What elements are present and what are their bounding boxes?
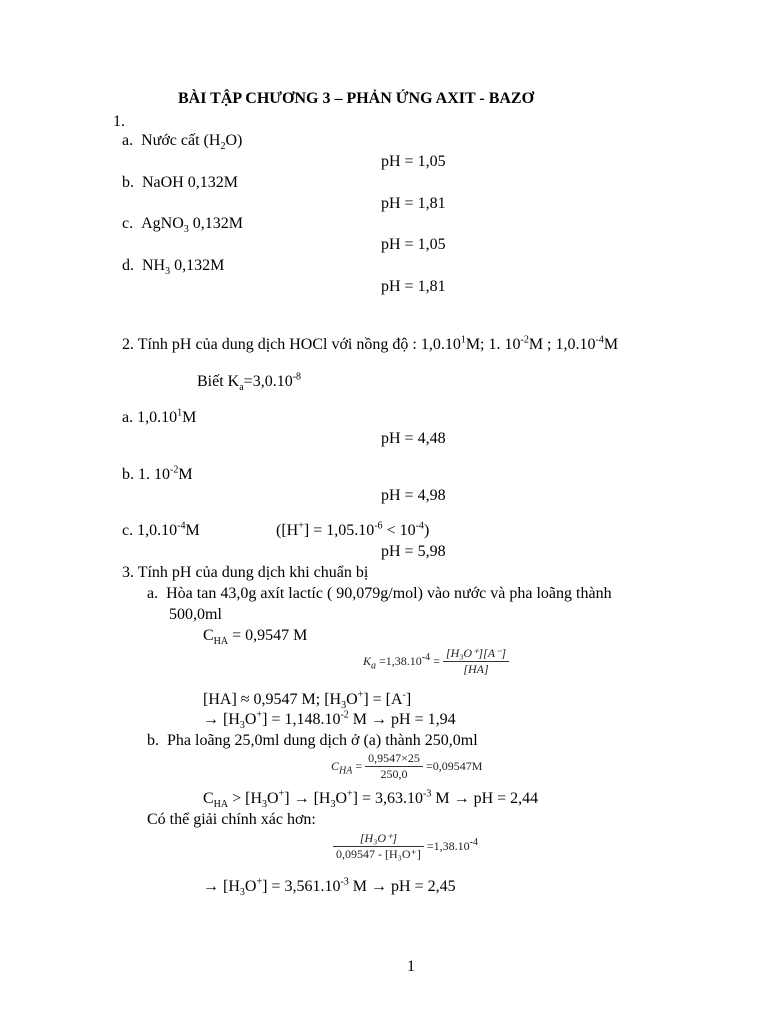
exact-denominator: 0,09547 - [H₃O⁺] [336, 847, 421, 861]
q2-given-sub: a [239, 382, 244, 394]
q2-question-text-b: M; 1. 10 [465, 336, 521, 353]
q3-b-line1 [203, 789, 538, 809]
q3-final-sup: + [256, 876, 263, 888]
q3-cha [203, 626, 307, 646]
q1-item-c-answer: pH = 1,05 [381, 236, 446, 253]
q2-given-text-b: =3,0.10 [243, 373, 293, 390]
ka-exp: -4 [421, 652, 431, 663]
q1-item-d-tail: 0,132M [170, 257, 225, 274]
exact-equation [333, 831, 478, 862]
exact-numerator: [H₃O⁺] [333, 831, 424, 847]
q3-ha-sup2: - [402, 689, 406, 701]
q3-b1-f: ] = 3,63.10 [352, 790, 424, 807]
q1-item-b [122, 173, 238, 193]
cha-fraction [365, 751, 423, 782]
q3-b1-sup: + [278, 788, 285, 800]
ka-fraction [443, 646, 509, 677]
q1-item-d [122, 256, 224, 276]
q3-ha-sup: + [357, 689, 364, 701]
ka-eq1: =1,38.10 [379, 654, 422, 668]
q3-b1-sub2: 3 [262, 799, 268, 811]
q3-b1-a: C [203, 790, 214, 807]
q2-a-label: a. 1,0.10 [122, 409, 178, 426]
q1-item-a-label: a. [122, 132, 134, 149]
q1-item-b-answer: pH = 1,81 [381, 195, 446, 212]
q2-c-note-sup3: -4 [415, 520, 424, 532]
q1-item-a [122, 131, 242, 151]
q1-item-c-tail: 0,132M [188, 215, 244, 232]
q3-h3o-d: M → pH = 1,94 [348, 711, 456, 728]
q3-h3o-sup: + [256, 709, 263, 721]
q3-final-c: ] = 3,561.10 [262, 878, 341, 895]
cha-eq-lhs-sub: HA [339, 765, 353, 777]
q2-b-tail: M [178, 466, 193, 483]
q1-item-c-sub: 3 [183, 224, 189, 236]
q2-question-sup1: 1 [460, 334, 466, 346]
q3-b1-d: ] → [H [284, 790, 331, 807]
q3-b1-sup3: -3 [423, 788, 432, 800]
q2-a [122, 408, 196, 428]
q3-b [147, 731, 478, 751]
q3-b-text: Pha loãng 25,0ml dung dịch ở (a) thành 250,0ml [167, 732, 478, 749]
q2-c-label: c. 1,0.10 [122, 522, 178, 539]
q1-item-b-label: b. [122, 174, 134, 191]
exact-fraction [333, 831, 424, 862]
q1-item-a-tail: O) [225, 132, 243, 149]
ka-lhs-sub: a [371, 660, 377, 672]
q3-exact-heading: Có thể giải chính xác hơn: [147, 811, 316, 828]
q3-b1-sub: HA [213, 799, 229, 811]
q3-cha-a: C [203, 627, 214, 644]
q1-number: 1. [113, 113, 125, 130]
q3-a-text2: 500,0ml [169, 606, 222, 623]
q2-c-answer: pH = 5,98 [381, 543, 446, 560]
q1-item-a-answer: pH = 1,05 [381, 153, 446, 170]
ka-denominator: [HA] [463, 662, 489, 676]
q3-cha-sub: HA [213, 636, 229, 648]
q2-c-note-d: ) [423, 522, 430, 539]
q3-ha-b: O [346, 691, 358, 708]
page-number: 1 [407, 958, 415, 975]
q2-a-tail: M [182, 409, 197, 426]
q3-h3o-a: → [H [203, 711, 240, 728]
q3-b1-sub3: 3 [330, 799, 336, 811]
q3-ha-line [203, 690, 411, 710]
q3-h3o-sup2: -2 [340, 709, 349, 721]
exact-rhs: =1,38.10 [426, 839, 470, 853]
ka-numerator: [H₃O⁺][A⁻] [443, 646, 509, 662]
q2-c-note-sup1: + [298, 520, 304, 532]
q3-b1-sup2: + [347, 788, 353, 800]
q2-b [122, 465, 193, 485]
q1-item-a-text: Nước cất (H [141, 132, 221, 149]
q2-b-sup: -2 [170, 464, 179, 476]
q3-a [147, 584, 612, 604]
cha-rhs: =0,09547M [425, 759, 483, 773]
q2-given-text-a: Biết K [197, 373, 240, 390]
q1-item-c-label: c. [122, 215, 134, 232]
q1-item-a-sub: 2 [220, 141, 226, 153]
q3-a-text1: Hòa tan 43,0g axít lactíc ( 90,079g/mol) vào nước và pha loãng thành [166, 585, 612, 602]
q3-h3o-line [203, 710, 456, 730]
q2-given-sup: -8 [292, 371, 302, 383]
q2-c-note-a: ([H [276, 522, 299, 539]
q2-a-answer: pH = 4,48 [381, 430, 446, 447]
cha-eq-lhs: C [331, 759, 340, 773]
page-title: BÀI TẬP CHƯƠNG 3 – PHẢN ỨNG AXIT - BAZƠ [178, 90, 535, 107]
cha-denominator: 250,0 [380, 767, 408, 781]
q3-b1-e: O [335, 790, 348, 807]
q2-c-note-sup2: -6 [374, 520, 383, 532]
q1-item-d-answer: pH = 1,81 [381, 278, 446, 295]
q3-final-line [203, 877, 456, 897]
q3-cha-b: = 0,9547 M [228, 627, 308, 644]
q3-b1-c: O [267, 790, 279, 807]
q3-ha-a: [HA] ≈ 0,9547 M; [H [203, 691, 342, 708]
q3-final-sup2: -3 [340, 876, 349, 888]
q1-item-b-text: NaOH 0,132M [142, 174, 238, 191]
q2-question-sup2: -2 [520, 334, 529, 346]
q1-item-c [122, 214, 243, 234]
q1-item-d-text: NH [142, 257, 166, 274]
q3-h3o-b: O [244, 711, 257, 728]
q2-c-tail: M [185, 522, 200, 539]
q3-b-label: b. [147, 732, 159, 749]
q2-question-text-d: M [603, 336, 619, 353]
q3-a-label: a. [147, 585, 159, 602]
q3-h3o-c: ] = 1,148.10 [262, 711, 341, 728]
cha-equation: $C_{HA}$ = $\frac{0,9547\times 25}{250,0}$ =0,09547M [331, 751, 483, 781]
q2-question-text-c: M ; 1,0.10 [528, 336, 596, 353]
exact-exp: -4 [469, 837, 478, 848]
q2-b-answer: pH = 4,98 [381, 487, 446, 504]
q3-final-sub: 3 [239, 887, 245, 899]
q3-final-a: → [H [203, 878, 240, 895]
q1-item-d-label: d. [122, 257, 134, 274]
q3-ha-sub: 3 [341, 700, 347, 712]
ka-lhs: K [363, 654, 372, 668]
q1-item-c-text: AgNO [141, 215, 184, 232]
q3-heading: 3. Tính pH của dung dịch khi chuẩn bị [122, 564, 369, 581]
q1-item-d-sub: 3 [165, 266, 171, 278]
q3-b1-b: > [H [228, 790, 263, 807]
q2-b-label: b. 1. 10 [122, 466, 170, 483]
q3-final-b: O [244, 878, 257, 895]
q2-c-note [276, 521, 429, 541]
q3-ha-c: ] = [A [363, 691, 403, 708]
q2-c [122, 521, 200, 541]
ka-equation: $K_a =1,38.10^{-4}$ = $\frac{\text{[H₃O⁺][A⁻]}}{[HA]}$ [363, 646, 509, 677]
q2-given [197, 372, 301, 392]
q2-c-note-c: < 10 [382, 522, 416, 539]
q2-c-note-b: ] = 1,05.10 [303, 522, 375, 539]
q3-final-d: M → pH = 2,45 [348, 878, 456, 895]
q3-h3o-sub: 3 [239, 720, 245, 732]
q2-question-sup3: -4 [595, 334, 604, 346]
q2-question [122, 335, 618, 355]
q3-ha-d: ] [405, 691, 412, 708]
cha-numerator: 0,9547×25 [365, 751, 423, 767]
q3-b1-g: M → pH = 2,44 [431, 790, 539, 807]
q2-c-sup: -4 [177, 520, 186, 532]
q2-question-text-a: 2. Tính pH của dung dịch HOCl với nồng độ : 1,0.10 [122, 336, 461, 353]
q2-a-sup: 1 [177, 407, 183, 419]
